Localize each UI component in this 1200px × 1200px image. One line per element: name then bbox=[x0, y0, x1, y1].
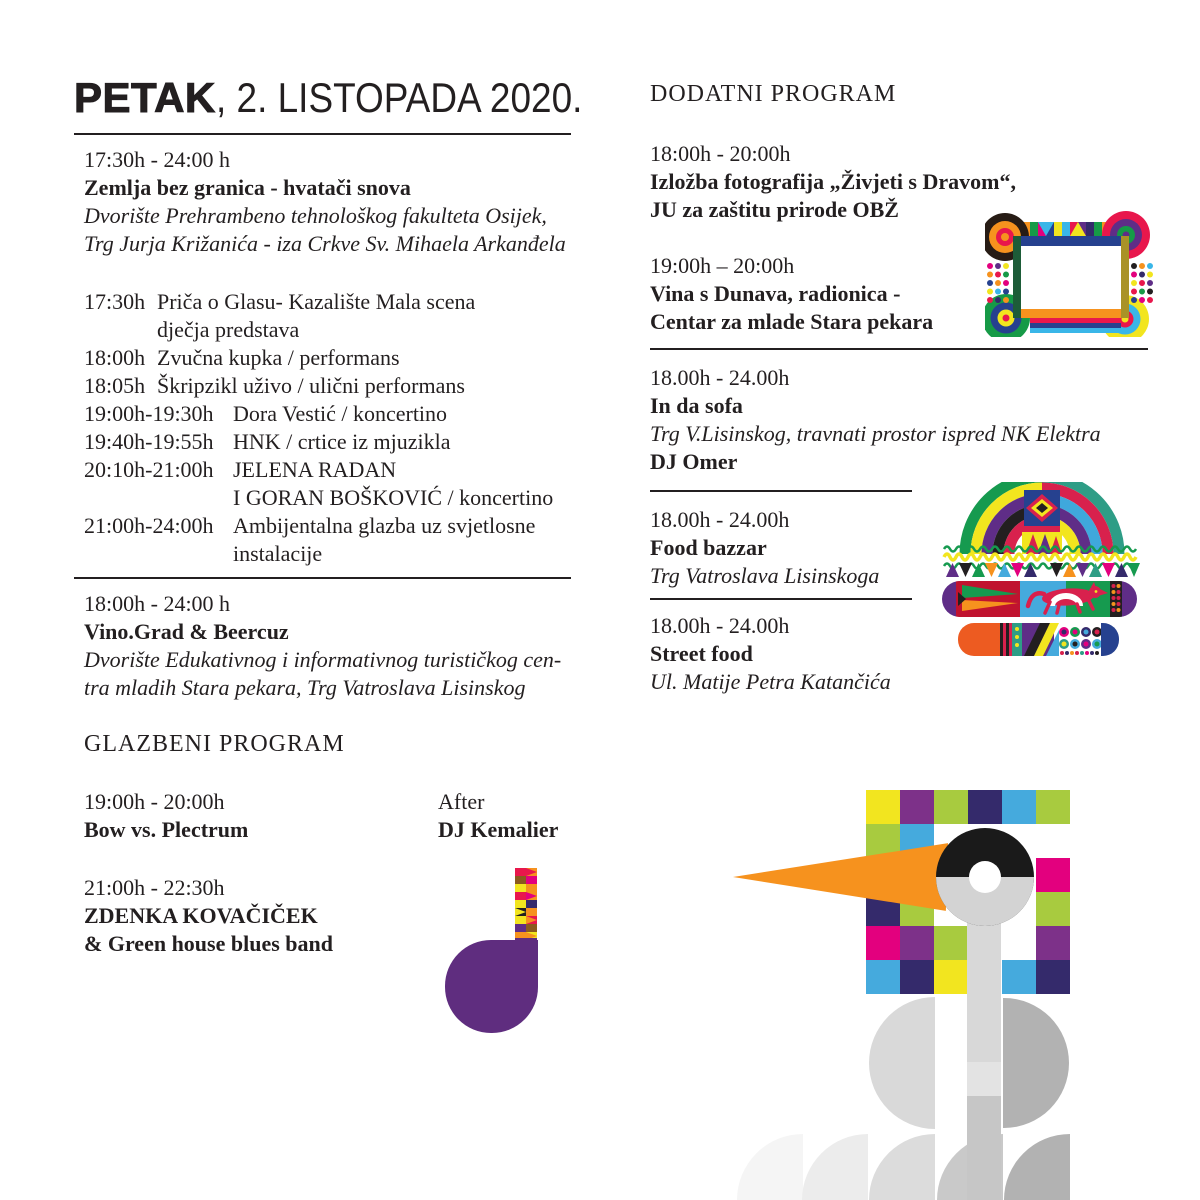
music-slot-1 bbox=[84, 788, 248, 844]
event-time: 21:00h - 22:30h bbox=[84, 875, 225, 900]
bird-mosaic-cell bbox=[1002, 960, 1036, 994]
schedule-list bbox=[84, 288, 553, 568]
bird-feather bbox=[937, 1134, 1003, 1200]
event-venue: Trg V.Lisinskog, travnati prostor ispred NK Elektra bbox=[650, 421, 1101, 446]
event-venue: Dvorište Prehrambeno tehnološkog fakulteta Osijek, bbox=[84, 203, 547, 228]
schedule-time: 18:00h bbox=[84, 345, 146, 370]
event-time: 19:00h – 20:00h bbox=[650, 253, 795, 278]
folk-bottom-band bbox=[958, 623, 1119, 656]
frame-bottom-stripes bbox=[1030, 318, 1121, 333]
after-title: DJ Kemalier bbox=[438, 817, 559, 842]
note-head bbox=[445, 940, 538, 1033]
page-title-date: , 2. LISTOPADA 2020. bbox=[215, 74, 583, 121]
sofa-event bbox=[650, 364, 1101, 476]
bird-neck bbox=[967, 893, 1001, 1062]
bird-body-left bbox=[869, 997, 935, 1129]
schedule-time: 20:10h-21:00h bbox=[84, 457, 214, 482]
event-title: ZDENKA KOVAČIČEK bbox=[84, 903, 318, 928]
food-event bbox=[650, 506, 879, 590]
bird-eye-lower bbox=[936, 877, 1034, 926]
note-stem-mosaic bbox=[515, 868, 537, 940]
schedule-text: Zvučna kupka / performans bbox=[157, 345, 400, 370]
bird-beak bbox=[733, 841, 948, 913]
schedule-row bbox=[84, 484, 553, 512]
schedule-time bbox=[84, 540, 233, 568]
event-venue: Ul. Matije Petra Katančića bbox=[650, 669, 891, 694]
vina-event bbox=[650, 252, 933, 336]
schedule-time bbox=[84, 316, 157, 344]
schedule-text: HNK / crtice iz mjuzikla bbox=[233, 429, 451, 454]
event-time: 18:00h - 24:00 h bbox=[84, 591, 231, 616]
schedule-row bbox=[84, 316, 553, 344]
event-title: Street food bbox=[650, 641, 753, 666]
opening-event bbox=[84, 146, 566, 258]
schedule-text: I GORAN BOŠKOVIĆ / koncertino bbox=[233, 485, 554, 510]
bird-mosaic-cell bbox=[900, 892, 934, 926]
event-title: Vino.Grad & Beercuz bbox=[84, 619, 289, 644]
bird-mosaic-cell bbox=[866, 926, 900, 960]
bird-neck bbox=[967, 1096, 1001, 1200]
street-event bbox=[650, 612, 891, 696]
event-time: 18:00h - 20:00h bbox=[650, 141, 791, 166]
bird-mosaic-cell bbox=[934, 960, 968, 994]
bird-mosaic-cell bbox=[900, 790, 934, 824]
schedule-text: dječja predstava bbox=[157, 317, 300, 342]
schedule-time: 18:05h bbox=[84, 373, 146, 398]
bird-feather bbox=[802, 1134, 868, 1200]
schedule-text: Priča o Glasu- Kazalište Mala scena bbox=[157, 289, 476, 314]
bird-mosaic-cell bbox=[866, 824, 900, 858]
event-dj: DJ Omer bbox=[650, 449, 738, 474]
music-note-illustration bbox=[445, 868, 538, 1033]
bird-mosaic-cell bbox=[1036, 960, 1070, 994]
divider bbox=[650, 348, 1148, 350]
event-time: 18.00h - 24.00h bbox=[650, 613, 790, 638]
schedule-text: Ambijentalna glazba uz svjetlosne bbox=[233, 513, 536, 538]
event-title: In da sofa bbox=[650, 393, 743, 418]
bird-neck bbox=[967, 1062, 1001, 1096]
event-title: & Green house blues band bbox=[84, 931, 333, 956]
event-venue: Trg Jurja Križanića - iza Crkve Sv. Mihaela Arkanđela bbox=[84, 231, 566, 256]
event-title: Bow vs. Plectrum bbox=[84, 817, 249, 842]
bird-mosaic-cell bbox=[1036, 790, 1070, 824]
bird-eye-pupil bbox=[969, 861, 1001, 893]
event-venue: Dvorište Edukativnog i informativnog turističkog cen- bbox=[84, 647, 562, 672]
after-label: After bbox=[438, 789, 485, 814]
schedule-row bbox=[84, 512, 553, 540]
event-title: JU za zaštitu prirode OBŽ bbox=[650, 197, 899, 222]
photo-frame-illustration bbox=[985, 211, 1155, 337]
schedule-time: 17:30h bbox=[84, 289, 146, 314]
vino-event bbox=[84, 590, 561, 702]
folk-animal-band bbox=[942, 581, 1137, 617]
event-title: Centar za mlade Stara pekara bbox=[650, 309, 934, 334]
izlozba-event bbox=[650, 140, 1016, 224]
page-title bbox=[74, 76, 632, 120]
schedule-time: 19:00h-19:30h bbox=[84, 401, 214, 426]
bird-feather bbox=[737, 1134, 803, 1200]
bird-mosaic-cell bbox=[866, 892, 900, 926]
page-title-day: PETAK bbox=[74, 74, 216, 121]
event-time: 19:00h - 20:00h bbox=[84, 789, 225, 814]
schedule-text: Škripzikl uživo / ulični performans bbox=[157, 373, 465, 398]
event-venue: tra mladih Stara pekara, Trg Vatroslava Lisinskog bbox=[84, 675, 526, 700]
after-program bbox=[438, 788, 558, 844]
event-time: 18.00h - 24.00h bbox=[650, 507, 790, 532]
bird-mosaic-cell bbox=[968, 790, 1002, 824]
folk-triangle-band bbox=[946, 563, 1140, 577]
bird-feather bbox=[869, 1134, 935, 1200]
event-title: Food bazzar bbox=[650, 535, 767, 560]
schedule-time: 21:00h-24:00h bbox=[84, 513, 214, 538]
frame-body bbox=[1013, 236, 1129, 318]
bird-mosaic-cell bbox=[1036, 892, 1070, 926]
divider bbox=[74, 133, 571, 135]
schedule-row bbox=[84, 288, 553, 316]
event-title: Zemlja bez granica - hvatači snova bbox=[84, 175, 411, 200]
divider bbox=[74, 577, 571, 579]
bird-mosaic-cell bbox=[900, 824, 934, 858]
bird-mosaic-cell bbox=[1036, 926, 1070, 960]
event-title: Vina s Dunava, radionica - bbox=[650, 281, 901, 306]
schedule-time bbox=[84, 484, 233, 512]
music-slot-2 bbox=[84, 874, 333, 958]
event-venue: Trg Vatroslava Lisinskoga bbox=[650, 563, 880, 588]
bird-mosaic-cell bbox=[900, 926, 934, 960]
divider bbox=[650, 490, 912, 492]
bird-mosaic-cell bbox=[866, 960, 900, 994]
music-program-heading: GLAZBENI PROGRAM bbox=[84, 731, 345, 757]
schedule-text: Dora Vestić / koncertino bbox=[233, 401, 448, 426]
event-time: 17:30h - 24:00 h bbox=[84, 147, 231, 172]
bird-mosaic-cell bbox=[934, 926, 968, 960]
bird-mosaic-cell bbox=[900, 960, 934, 994]
schedule-time: 19:40h-19:55h bbox=[84, 429, 214, 454]
bird-body-right bbox=[1003, 998, 1069, 1128]
bird-mosaic-cell bbox=[1002, 790, 1036, 824]
schedule-row bbox=[84, 428, 553, 456]
schedule-row bbox=[84, 344, 553, 372]
bird-mosaic-cell bbox=[934, 790, 968, 824]
schedule-row bbox=[84, 456, 553, 484]
event-time: 18.00h - 24.00h bbox=[650, 365, 790, 390]
folk-pattern-illustration bbox=[938, 482, 1148, 660]
event-title: Izložba fotografija „Živjeti s Dravom“, bbox=[650, 169, 1016, 194]
schedule-row bbox=[84, 400, 553, 428]
schedule-text: JELENA RADAN bbox=[233, 457, 397, 482]
additional-program-heading: DODATNI PROGRAM bbox=[650, 81, 897, 107]
schedule-row bbox=[84, 540, 553, 568]
bird-mosaic-cell bbox=[866, 790, 900, 824]
divider bbox=[650, 598, 912, 600]
schedule-text: instalacije bbox=[233, 541, 323, 566]
schedule-row bbox=[84, 372, 553, 400]
bird-eye bbox=[936, 828, 1034, 926]
bird-grid bbox=[866, 790, 1070, 994]
bird-mosaic-cell bbox=[1036, 858, 1070, 892]
folk-center-motif bbox=[1022, 490, 1062, 554]
bird-feather bbox=[1004, 1134, 1070, 1200]
